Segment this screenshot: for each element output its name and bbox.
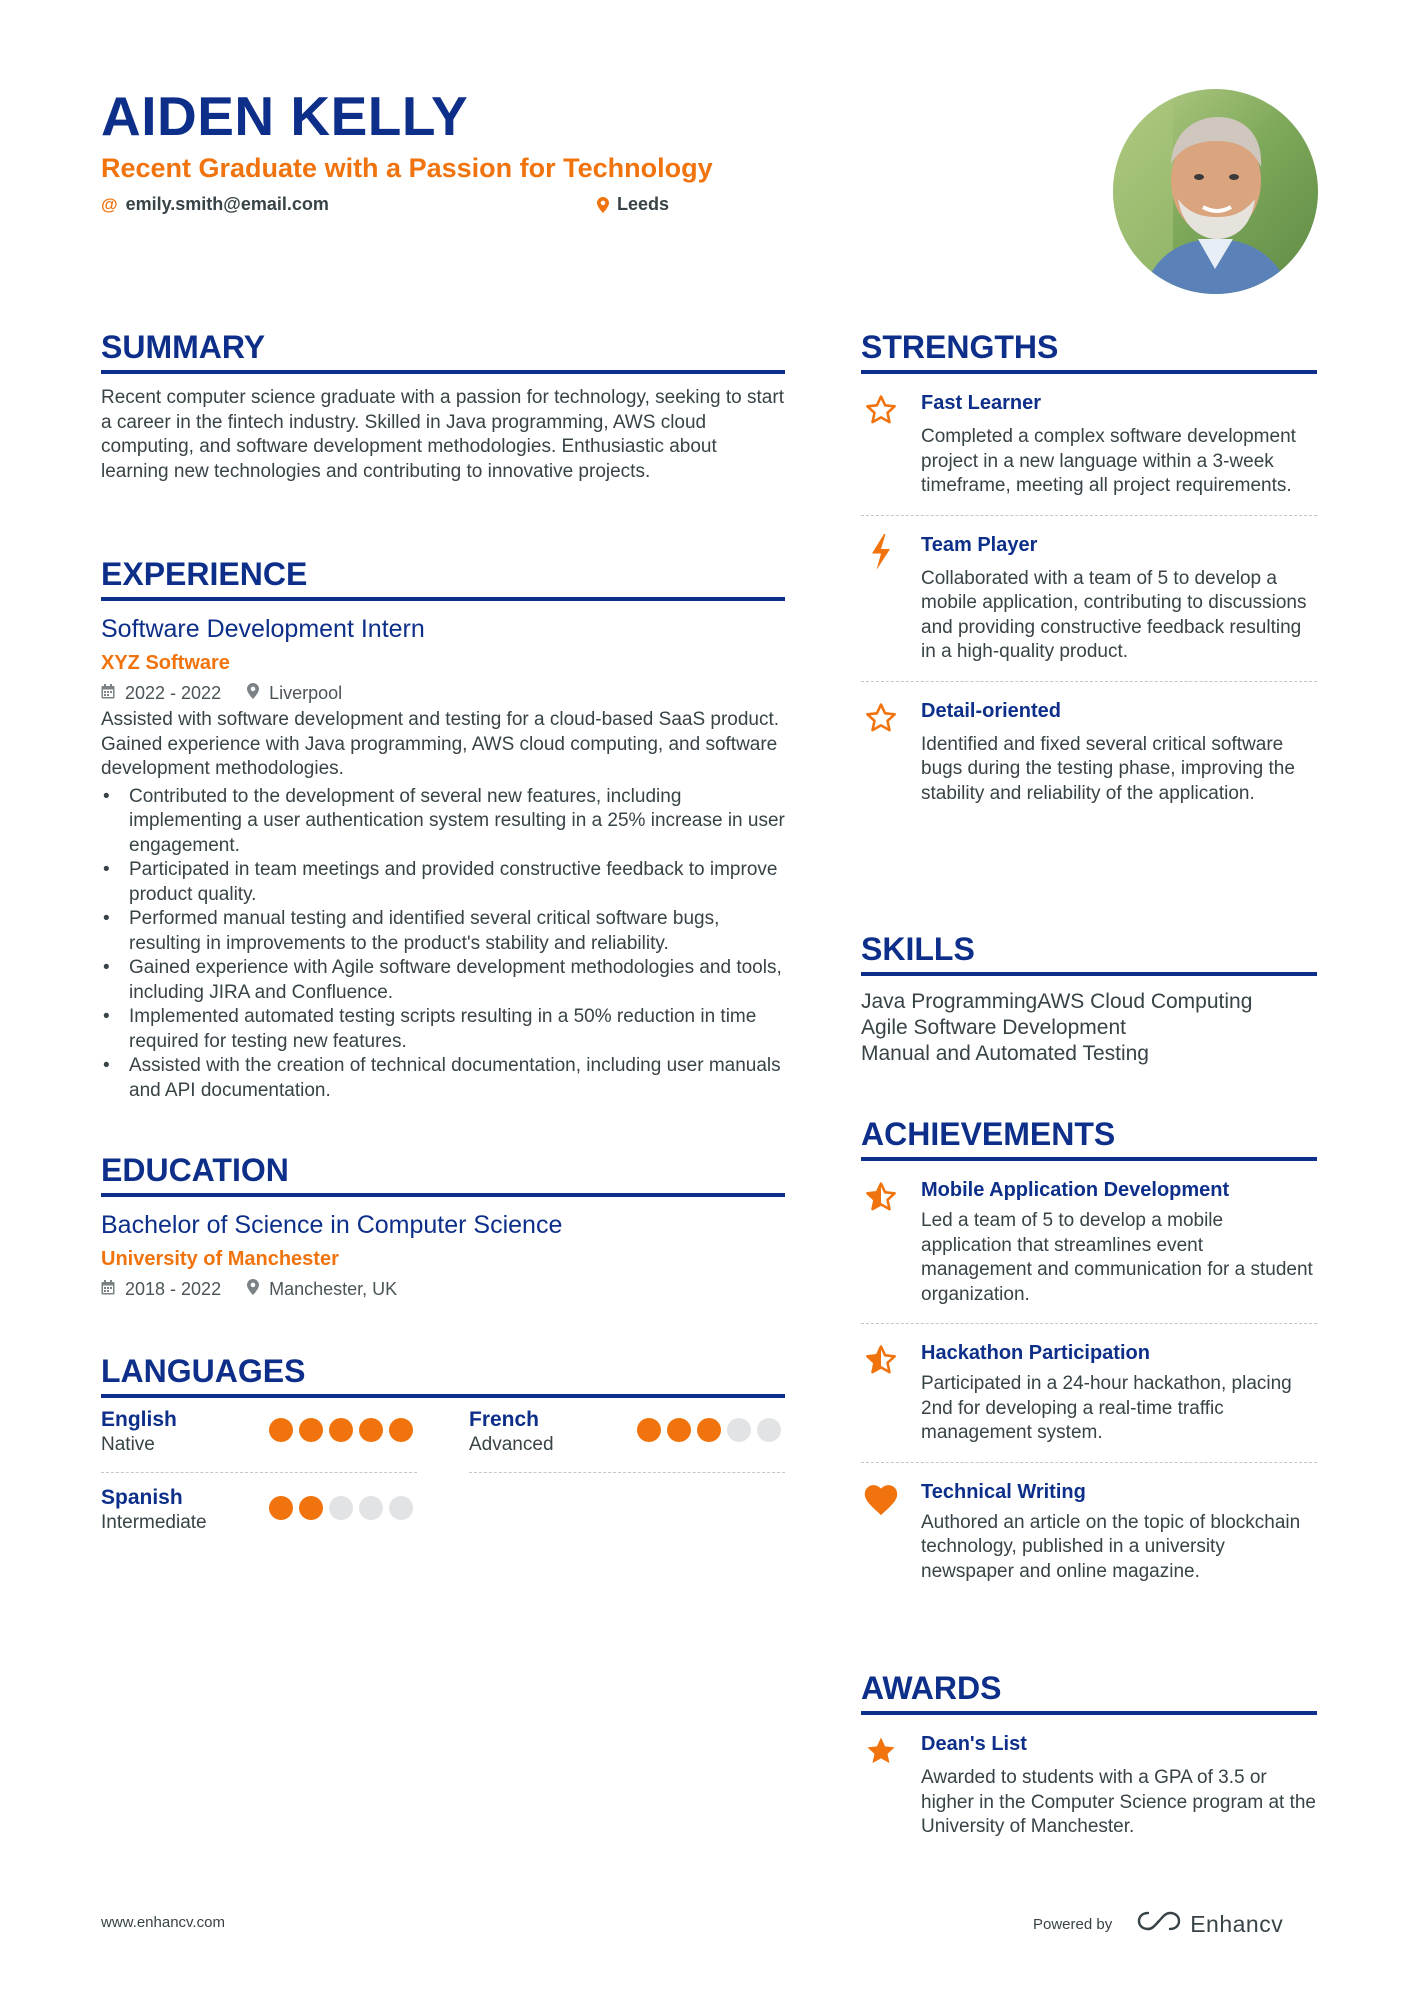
job-bullets	[101, 785, 785, 1104]
star-outline-icon	[861, 698, 901, 738]
star-half-icon	[861, 1177, 901, 1217]
email-text: emily.smith@email.com	[125, 194, 329, 214]
achievement-item	[861, 1479, 1317, 1585]
rating-dot-filled	[637, 1418, 661, 1442]
footer-url[interactable]: www.enhancv.com	[101, 1914, 225, 1931]
heart-icon	[861, 1479, 901, 1519]
job-role: Software Development Intern	[101, 615, 425, 643]
achievement-title: Mobile Application Development	[921, 1179, 1230, 1201]
list-item: • Contributed to the development of several new features, including implementing a user authentication system resulting in a 25% increase in user engagement.	[101, 785, 785, 859]
education-title: EDUCATION	[101, 1151, 785, 1197]
list-item: • Implemented automated testing scripts resulting in a 50% reduction in time required for testing new features.	[101, 1005, 785, 1054]
rating-dot-filled	[697, 1418, 721, 1442]
strength-item	[861, 532, 1317, 665]
languages-section	[101, 1352, 785, 1558]
job-description: Assisted with software development and testing for a cloud-based SaaS product. Gained experience with Java programming, AWS cloud computing, and software development methodologies.	[101, 709, 780, 779]
job-location: Liverpool	[269, 683, 343, 703]
achievement-desc: Authored an article on the topic of blockchain technology, published in a university newspaper and online magazine.	[921, 1511, 1301, 1582]
summary-section	[101, 328, 785, 484]
experience-section	[101, 555, 785, 1103]
language-level: Intermediate	[101, 1512, 207, 1533]
awards-section	[861, 1669, 1317, 1840]
location-pin-icon	[247, 683, 259, 704]
location-text: Leeds	[617, 194, 670, 214]
language-item	[101, 1408, 417, 1456]
strength-item	[861, 390, 1317, 499]
award-title: Dean's List	[921, 1733, 1027, 1755]
contact-location	[597, 194, 669, 215]
calendar-icon	[101, 1279, 115, 1300]
divider	[861, 681, 1317, 682]
education-meta	[101, 1279, 785, 1300]
divider	[469, 1472, 785, 1473]
language-name: French	[469, 1408, 540, 1431]
strength-item	[861, 698, 1317, 807]
job-meta	[101, 683, 785, 704]
degree: Bachelor of Science in Computer Science	[101, 1211, 563, 1239]
strength-title: Detail-oriented	[921, 699, 1062, 722]
languages-grid	[101, 1408, 785, 1558]
skill-line: Java ProgrammingAWS Cloud Computing	[861, 990, 1253, 1013]
achievement-item	[861, 1340, 1317, 1446]
rating-dot-filled	[269, 1496, 293, 1520]
location-pin-icon	[597, 197, 609, 213]
divider	[861, 515, 1317, 516]
rating-dot-empty	[359, 1496, 383, 1520]
language-item	[469, 1408, 785, 1456]
strength-desc: Completed a complex software development project in a new language within a 3-week timeframe, meeting all project requirements.	[921, 426, 1296, 496]
profile-photo	[1113, 89, 1318, 294]
star-half-icon	[861, 1340, 901, 1380]
strength-desc: Collaborated with a team of 5 to develop a mobile application, contributing to discussions and providing constructive feedback resulting in a high-quality product.	[921, 567, 1307, 662]
language-name: English	[101, 1408, 177, 1431]
achievement-item	[861, 1177, 1317, 1307]
strength-desc: Identified and fixed several critical software bugs during the testing phase, improving the stability and reliability of the application.	[921, 733, 1295, 804]
powered-by-label: Powered by	[1033, 1915, 1113, 1933]
rating-dot-empty	[389, 1496, 413, 1520]
strengths-section	[861, 328, 1317, 806]
location-pin-icon	[247, 1279, 259, 1300]
candidate-name: AIDEN KELLY	[101, 85, 469, 147]
language-rating	[637, 1418, 781, 1442]
skill-line: Agile Software Development	[861, 1016, 1126, 1039]
awards-title: AWARDS	[861, 1669, 1317, 1715]
rating-dot-filled	[299, 1418, 323, 1442]
rating-dot-filled	[667, 1418, 691, 1442]
languages-title: LANGUAGES	[101, 1352, 785, 1398]
achievements-title: ACHIEVEMENTS	[861, 1115, 1317, 1161]
list-item: • Performed manual testing and identified several critical software bugs, resulting in improvements to the product's stability and reliability.	[101, 907, 785, 956]
summary-text: Recent computer science graduate with a passion for technology, seeking to start a career in the fintech industry. Skilled in Java programming, AWS cloud computing, and software development methodologies. Enthusiastic about learning new technologies and contributing to innovative projects.	[101, 387, 784, 482]
education-section	[101, 1151, 785, 1300]
rating-dot-empty	[727, 1418, 751, 1442]
achievement-desc: Led a team of 5 to develop a mobile application that streamlines event management and communication for a student organization.	[921, 1210, 1313, 1305]
award-item	[861, 1731, 1317, 1840]
experience-title: EXPERIENCE	[101, 555, 785, 601]
rating-dot-empty	[329, 1496, 353, 1520]
candidate-headline: Recent Graduate with a Passion for Technology	[101, 153, 713, 183]
rating-dot-filled	[359, 1418, 383, 1442]
rating-dot-filled	[389, 1418, 413, 1442]
divider	[861, 1462, 1317, 1463]
strength-title: Fast Learner	[921, 392, 1042, 414]
award-desc: Awarded to students with a GPA of 3.5 or higher in the Computer Science program at the University of Manchester.	[921, 1767, 1316, 1837]
education-dates: 2018 - 2022	[125, 1279, 222, 1299]
job-dates: 2022 - 2022	[125, 683, 222, 703]
achievement-desc: Participated in a 24-hour hackathon, placing 2nd for developing a real-time traffic management system.	[921, 1373, 1292, 1443]
language-name: Spanish	[101, 1486, 183, 1509]
enhancv-logo-icon	[1136, 1909, 1182, 1939]
language-item	[101, 1486, 417, 1534]
divider	[101, 1472, 417, 1473]
list-item: • Participated in team meetings and provided constructive feedback to improve product quality.	[101, 858, 785, 907]
skills-title: SKILLS	[861, 930, 1317, 976]
achievements-section	[861, 1115, 1317, 1584]
job-company: XYZ Software	[101, 652, 230, 674]
language-rating	[269, 1496, 413, 1520]
divider	[861, 1323, 1317, 1324]
education-location: Manchester, UK	[269, 1279, 398, 1299]
list-item: • Assisted with the creation of technical documentation, including user manuals and API documentation.	[101, 1054, 785, 1103]
skill-line: Manual and Automated Testing	[861, 1042, 1149, 1065]
calendar-icon	[101, 683, 115, 704]
rating-dot-filled	[299, 1496, 323, 1520]
enhancv-logo[interactable]	[1136, 1909, 1283, 1939]
strength-title: Team Player	[921, 533, 1038, 556]
language-rating	[269, 1418, 413, 1442]
achievement-title: Technical Writing	[921, 1480, 1086, 1503]
skills-section	[861, 930, 1317, 1067]
enhancv-brand-text: Enhancv	[1190, 1910, 1284, 1937]
rating-dot-filled	[329, 1418, 353, 1442]
summary-title: SUMMARY	[101, 328, 785, 374]
skills-list	[861, 989, 1317, 1067]
language-level: Advanced	[469, 1434, 554, 1455]
powered-by	[1033, 1909, 1283, 1939]
strengths-title: STRENGTHS	[861, 328, 1317, 374]
language-level: Native	[101, 1434, 155, 1455]
list-item: • Gained experience with Agile software development methodologies and tools, including JIRA and Confluence.	[101, 956, 785, 1005]
contact-email[interactable]	[101, 194, 329, 215]
school: University of Manchester	[101, 1248, 339, 1270]
lightning-icon	[861, 532, 901, 572]
star-filled-icon	[861, 1731, 901, 1771]
star-outline-icon	[861, 390, 901, 430]
rating-dot-filled	[269, 1418, 293, 1442]
rating-dot-empty	[757, 1418, 781, 1442]
achievement-title: Hackathon Participation	[921, 1342, 1150, 1364]
at-icon: @	[101, 194, 118, 214]
